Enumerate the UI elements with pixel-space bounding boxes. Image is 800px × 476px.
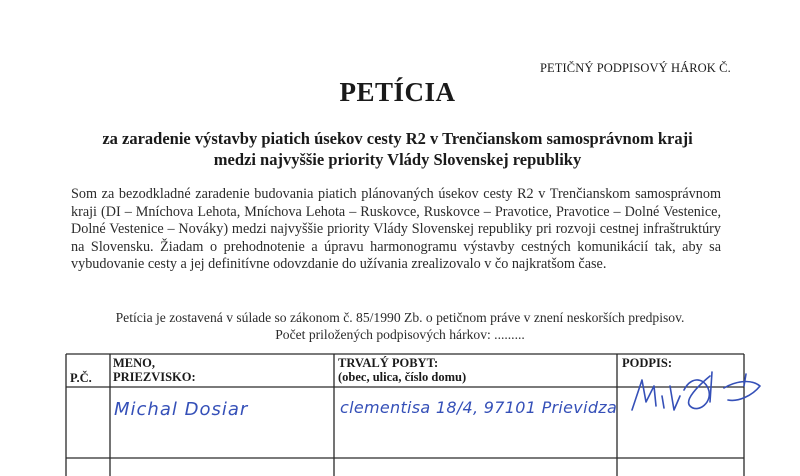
- petition-body: Som za bezodkladné zaradenie budovania piatich plánovaných úsekov cesty R2 v Trenčianskom samosprávnom kraji (DI – Mníchova Lehota, Mníchova Lehota – Ruskovce, Ruskovce – Pravotice, Pravotice – Dolné Vestenice, Dolné Vestenice – Nováky) medzi najvyššie priority Vlády Slovenskej republiky pri rozvoji cestnej infraštruktúry na Slovensku. Žiadam o prehodnotenie a úpravu harmonogramu výstavby cestných komunikácií tak, aby sa vybudovanie cesty a jej definitívne odovzdanie do užívania zrealizovalo v čo najkratšom čase.: [71, 186, 721, 273]
- petition-subtitle: [0, 128, 795, 170]
- column-header-name-line-2: PRIEZVISKO:: [113, 370, 196, 384]
- column-header-address-line-1: TRVALÝ POBYT:: [338, 356, 439, 370]
- handwritten-address: clementisa 18/4, 97101 Prievidza: [340, 398, 618, 417]
- sheet-number-label: PETIČNÝ PODPISOVÝ HÁROK Č.: [540, 61, 731, 75]
- handwritten-name: Michal Dosiar: [114, 399, 249, 420]
- column-header-name-line-1: MENO,: [113, 356, 156, 370]
- subtitle-line-1: za zaradenie výstavby piatich úsekov cesty R2 v Trenčianskom samosprávnom kraji: [102, 129, 693, 148]
- attached-sheets-count: Počet priložených podpisových hárkov: .........: [275, 327, 525, 342]
- subtitle-line-2: medzi najvyššie priority Vlády Slovenskej republiky: [213, 150, 582, 169]
- handwritten-signature-image: [628, 366, 768, 416]
- column-header-name: [113, 356, 196, 384]
- column-header-address-line-2: (obec, ulica, číslo domu): [338, 370, 467, 384]
- column-header-signature: PODPIS:: [622, 356, 672, 370]
- petition-title: PETÍCIA: [339, 77, 456, 107]
- column-header-address: [338, 356, 466, 384]
- legal-line-1: Petícia je zostavená v súlade so zákonom č. 85/1990 Zb. o petičnom práve v znení neskorších predpisov.: [115, 310, 685, 325]
- legal-notice: [0, 309, 800, 343]
- column-header-number: P.Č.: [70, 371, 92, 385]
